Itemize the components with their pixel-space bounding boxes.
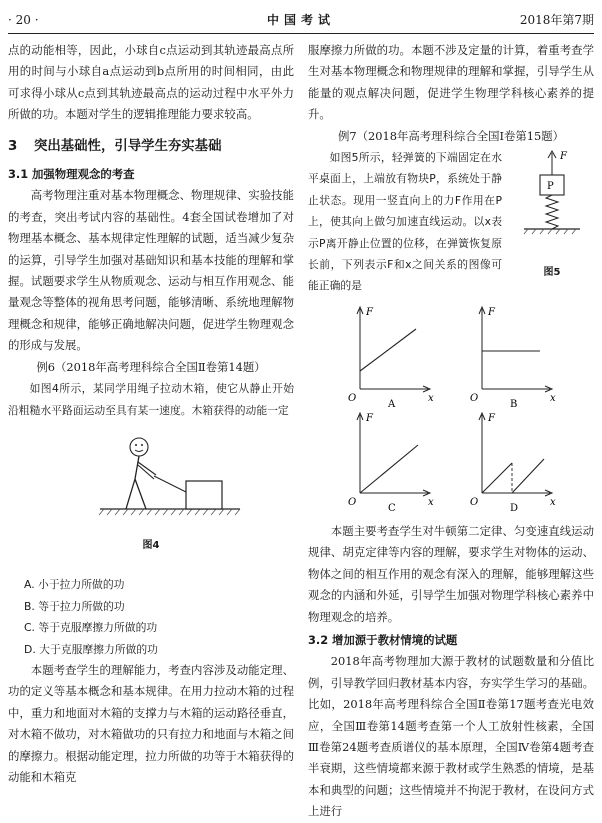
- graph-a-y-label: F: [366, 306, 373, 318]
- graph-b-x-label: x: [550, 392, 556, 404]
- graph-a-x-label: x: [428, 392, 434, 404]
- rope: [154, 476, 188, 493]
- graph-b-label: B: [510, 398, 518, 410]
- subsection-3-2-heading: [308, 630, 594, 651]
- person-head: [130, 438, 148, 456]
- subsection-title: 增加源于教材情境的试题: [332, 632, 458, 647]
- graph-d-y-label: F: [488, 412, 495, 424]
- left-column: [8, 40, 294, 788]
- graph-d-origin: O: [470, 496, 479, 508]
- figure-4: [8, 427, 294, 535]
- page-number: · 20 ·: [8, 13, 39, 27]
- section-title: 突出基础性，引导学生夯实基础: [34, 138, 222, 154]
- graph-a-line: [360, 329, 416, 371]
- journal-title: 中国考试: [266, 13, 335, 27]
- answer-graphs-svg: [308, 301, 594, 513]
- example-7-block: [308, 147, 594, 297]
- block-label: P: [547, 181, 554, 193]
- graph-b: [470, 307, 556, 410]
- graph-c: [348, 413, 434, 513]
- graph-d-x-label: x: [550, 496, 556, 508]
- graph-d-line-1: [482, 463, 512, 493]
- right-column: [308, 40, 594, 823]
- force-label: F: [560, 151, 567, 163]
- example-7-title: 例7（2018年高考理科综合全国Ⅰ卷第15题）: [337, 128, 565, 143]
- example-6-question: 如图4所示，某同学用绳子拉动木箱，使它从静止开始沿粗糙水平路面运动至具有某一速度。木箱获得的动能一定: [8, 382, 294, 417]
- graph-c-label: C: [388, 502, 396, 513]
- figure-5-caption: 图5: [543, 267, 561, 279]
- subsection-3-1-heading: [8, 164, 294, 185]
- subsection-title: 加强物理观念的考查: [32, 167, 135, 182]
- subsection-number: 3.2: [308, 632, 329, 647]
- option-c: C. 等于克服摩擦力所做的功: [24, 621, 158, 635]
- paragraph-3-1: 高考物理注重对基本物理概念、物理规律、实验技能的考查，突出考试内容的基础性。4套全国试卷增加了对物理基本概念、基本规律定性理解的试题，适当减少复杂的运算，引导学生加强对基础知识和基本技能的理解和掌握。试题要求学生从物质观念、运动与相互作用观念、能量观念等整体的视角思考问题，能够清晰、系统地理解物理概念和规律，能够正确地解决问题，促进学生物理观念的形成与发展。: [8, 188, 294, 353]
- continued-paragraph-right: 服摩擦力所做的功。本题不涉及定量的计算，着重考查学生对基本物理概念和物理规律的理解和掌握，引导学生从能量的观点解决问题，促进学生物理学科核心素养的提升。: [308, 43, 594, 122]
- answer-graphs: [308, 301, 594, 513]
- spring: [546, 195, 558, 229]
- person-body: [126, 456, 146, 509]
- graph-d-label: D: [510, 502, 519, 513]
- graph-d-line-2: [512, 459, 544, 493]
- graph-c-y-label: F: [366, 412, 373, 424]
- analysis-paragraph-7: 本题主要考查学生对牛顿第二定律、匀变速直线运动规律、胡克定律等内容的理解，要求学生对物体的运动、物体之间的相互作用的观念有深入的理解，能够理解这些观念的内涵和外延，引导学生加强对物理学科核心素养中物理观念的培养。: [308, 523, 594, 624]
- figure-5: [510, 147, 594, 279]
- figure-5-spring-diagram: [510, 147, 594, 255]
- graph-a-origin: O: [348, 392, 357, 404]
- option-d: D. 大于克服摩擦力所做的功: [24, 642, 158, 656]
- graph-c-x-label: x: [428, 496, 434, 508]
- figure-4-caption: 图4: [142, 539, 160, 551]
- analysis-paragraph-6: 本题考查学生的理解能力，考查内容涉及动能定理、功的定义等基本概念和基本规律。在用力拉动木箱的过程中，重力和地面对木箱的支撑力与木箱的运动路径垂直，对木箱不做功，对木箱做功的只有拉力和地面与木箱之间的摩擦力。根据动能定理，拉力所做的功等于木箱获得的动能和木箱克: [8, 662, 294, 784]
- section-number: 3: [8, 138, 18, 154]
- graph-a: [348, 307, 434, 410]
- paragraph-3-2: 2018年高考物理加大源于教材的试题数量和分值比例，引导教学回归教材基本内容，夯实学生学习的基础。比如，2018年高考理科综合全国Ⅱ卷第17题考查光电效应，全国Ⅲ卷第14题考查第一个人工放射性核素，全国Ⅲ卷第24题考查质谱仪的基本原理，全国Ⅳ卷第4题考查半衰期，这些情境都来源于教材或学生熟悉的情境，是基本和典型的问题；这些情境并不拘泥于教材，在设问方式上进行: [308, 654, 594, 819]
- wooden-box: [186, 481, 222, 509]
- graph-c-origin: O: [348, 496, 357, 508]
- example-6-title: 例6（2018年高考理科综合全国Ⅱ卷第14题）: [36, 359, 266, 374]
- example-7-question: 如图5所示，轻弹簧的下端固定在水平桌面上，上端放有物块P，系统处于静止状态。现用一竖直向上的力F作用在P上，使其向上做匀加速直线运动。以x表示P离开静止位置的位移，在弹簧恢复原长前，下列表示F和x之间关系的图像可能正确的是: [308, 151, 502, 293]
- section-3-heading: [8, 136, 294, 157]
- graph-d: [470, 413, 556, 513]
- issue-label: 2018年第7期: [519, 13, 594, 27]
- continued-paragraph: 点的动能相等，因此，小球自c点运动到其轨迹最高点所用的时间与小球自a点运动到b点所用的时间相同，由此可求得小球从c点到其轨迹最高点的运动过程中水平外力所做的功。本题对学生的逻辑推理能力要求较高。: [8, 43, 294, 122]
- subsection-number: 3.1: [8, 167, 29, 182]
- graph-b-origin: O: [470, 392, 479, 404]
- page-header: [8, 10, 594, 30]
- header-rule: [8, 33, 594, 34]
- figure-4-illustration: [8, 427, 294, 535]
- graph-c-line: [360, 445, 418, 493]
- graph-b-y-label: F: [488, 306, 495, 318]
- option-b: B. 等于拉力所做的功: [24, 599, 125, 613]
- option-a: A. 小于拉力所做的功: [24, 578, 125, 592]
- graph-a-label: A: [388, 398, 396, 410]
